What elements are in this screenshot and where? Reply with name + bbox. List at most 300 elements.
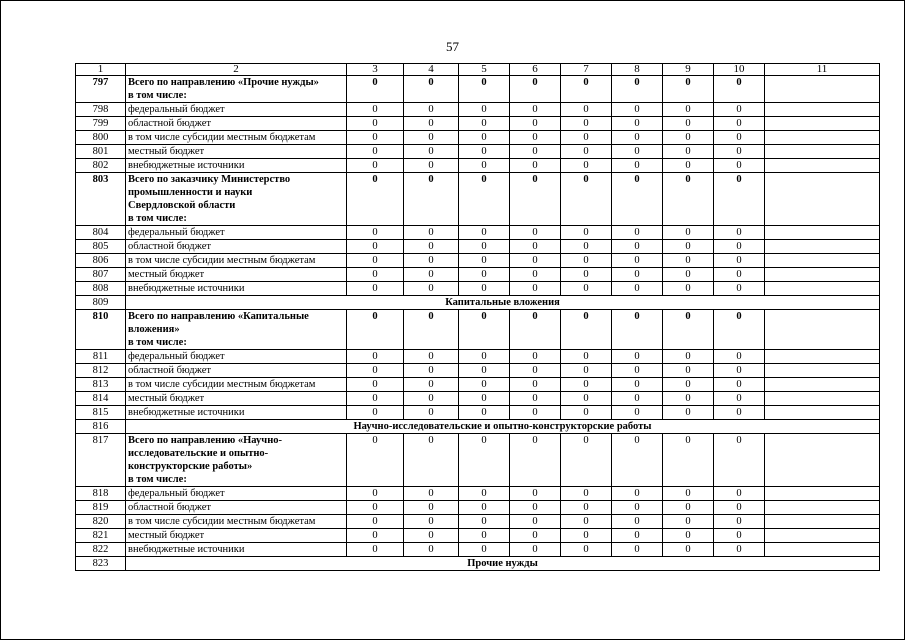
row-number: 823 (76, 557, 126, 571)
row-name: в том числе субсидии местным бюджетам (126, 131, 347, 145)
value-cell: 0 (612, 103, 663, 117)
row-name: областной бюджет (126, 117, 347, 131)
row-name: Всего по направлению «Научно- исследовательские и опытно- конструкторские работы» в том числе: (126, 434, 347, 487)
empty-cell (765, 515, 880, 529)
empty-cell (765, 254, 880, 268)
value-cell: 0 (459, 254, 510, 268)
value-cell: 0 (510, 131, 561, 145)
table-row (76, 103, 880, 117)
value-cell: 0 (612, 515, 663, 529)
row-number: 801 (76, 145, 126, 159)
value-cell: 0 (561, 310, 612, 350)
row-number: 797 (76, 76, 126, 103)
value-cell: 0 (714, 487, 765, 501)
value-cell: 0 (714, 529, 765, 543)
value-cell: 0 (561, 434, 612, 487)
empty-cell (765, 529, 880, 543)
table-row (76, 434, 880, 487)
row-number: 799 (76, 117, 126, 131)
row-number: 817 (76, 434, 126, 487)
value-cell: 0 (561, 392, 612, 406)
value-cell: 0 (714, 117, 765, 131)
value-cell: 0 (459, 103, 510, 117)
value-cell: 0 (663, 543, 714, 557)
value-cell: 0 (663, 240, 714, 254)
value-cell: 0 (510, 159, 561, 173)
value-cell: 0 (510, 254, 561, 268)
column-header: 7 (561, 64, 612, 76)
empty-cell (765, 76, 880, 103)
row-number: 810 (76, 310, 126, 350)
table-row (76, 145, 880, 159)
value-cell: 0 (347, 392, 404, 406)
empty-cell (765, 131, 880, 145)
value-cell: 0 (404, 310, 459, 350)
value-cell: 0 (459, 378, 510, 392)
column-header: 10 (714, 64, 765, 76)
empty-cell (765, 392, 880, 406)
column-header: 2 (126, 64, 347, 76)
section-row (76, 296, 880, 310)
value-cell: 0 (404, 226, 459, 240)
value-cell: 0 (404, 350, 459, 364)
value-cell: 0 (347, 240, 404, 254)
value-cell: 0 (612, 406, 663, 420)
value-cell: 0 (459, 145, 510, 159)
value-cell: 0 (459, 131, 510, 145)
row-name: федеральный бюджет (126, 103, 347, 117)
value-cell: 0 (612, 226, 663, 240)
column-header: 4 (404, 64, 459, 76)
empty-cell (765, 434, 880, 487)
row-name: федеральный бюджет (126, 487, 347, 501)
value-cell: 0 (404, 145, 459, 159)
value-cell: 0 (612, 487, 663, 501)
value-cell: 0 (404, 543, 459, 557)
value-cell: 0 (459, 529, 510, 543)
value-cell: 0 (404, 487, 459, 501)
value-cell: 0 (663, 117, 714, 131)
value-cell: 0 (404, 406, 459, 420)
value-cell: 0 (404, 282, 459, 296)
row-number: 822 (76, 543, 126, 557)
value-cell: 0 (510, 434, 561, 487)
value-cell: 0 (561, 487, 612, 501)
budget-table (75, 63, 880, 571)
value-cell: 0 (404, 117, 459, 131)
row-number: 806 (76, 254, 126, 268)
value-cell: 0 (459, 392, 510, 406)
value-cell: 0 (612, 392, 663, 406)
row-name: областной бюджет (126, 364, 347, 378)
column-header: 3 (347, 64, 404, 76)
value-cell: 0 (612, 268, 663, 282)
value-cell: 0 (561, 543, 612, 557)
value-cell: 0 (510, 240, 561, 254)
value-cell: 0 (663, 173, 714, 226)
value-cell: 0 (459, 76, 510, 103)
table-row (76, 515, 880, 529)
value-cell: 0 (663, 364, 714, 378)
row-number: 813 (76, 378, 126, 392)
value-cell: 0 (459, 515, 510, 529)
value-cell: 0 (612, 378, 663, 392)
value-cell: 0 (714, 543, 765, 557)
value-cell: 0 (714, 378, 765, 392)
table-row (76, 543, 880, 557)
table-row (76, 529, 880, 543)
row-name: в том числе субсидии местным бюджетам (126, 254, 347, 268)
column-header: 5 (459, 64, 510, 76)
value-cell: 0 (561, 159, 612, 173)
row-name: Всего по направлению «Прочие нужды» в том числе: (126, 76, 347, 103)
value-cell: 0 (612, 282, 663, 296)
table-row (76, 254, 880, 268)
value-cell: 0 (663, 515, 714, 529)
value-cell: 0 (714, 76, 765, 103)
value-cell: 0 (561, 226, 612, 240)
value-cell: 0 (663, 406, 714, 420)
table-row (76, 378, 880, 392)
value-cell: 0 (510, 515, 561, 529)
empty-cell (765, 501, 880, 515)
value-cell: 0 (714, 310, 765, 350)
value-cell: 0 (459, 434, 510, 487)
section-row (76, 420, 880, 434)
value-cell: 0 (404, 364, 459, 378)
value-cell: 0 (347, 515, 404, 529)
row-number: 807 (76, 268, 126, 282)
value-cell: 0 (510, 282, 561, 296)
value-cell: 0 (714, 282, 765, 296)
section-title: Прочие нужды (126, 557, 880, 571)
value-cell: 0 (663, 392, 714, 406)
row-number: 809 (76, 296, 126, 310)
value-cell: 0 (459, 159, 510, 173)
table-row (76, 76, 880, 103)
value-cell: 0 (714, 103, 765, 117)
value-cell: 0 (347, 226, 404, 240)
value-cell: 0 (404, 76, 459, 103)
row-number: 811 (76, 350, 126, 364)
value-cell: 0 (510, 145, 561, 159)
value-cell: 0 (561, 254, 612, 268)
row-number: 821 (76, 529, 126, 543)
column-header: 11 (765, 64, 880, 76)
value-cell: 0 (612, 76, 663, 103)
row-number: 819 (76, 501, 126, 515)
value-cell: 0 (347, 434, 404, 487)
table-row (76, 159, 880, 173)
value-cell: 0 (612, 240, 663, 254)
value-cell: 0 (663, 159, 714, 173)
page-number: 57 (446, 39, 459, 54)
row-number: 808 (76, 282, 126, 296)
value-cell: 0 (714, 501, 765, 515)
empty-cell (765, 173, 880, 226)
row-number: 820 (76, 515, 126, 529)
row-name: федеральный бюджет (126, 226, 347, 240)
row-name: внебюджетные источники (126, 282, 347, 296)
value-cell: 0 (714, 254, 765, 268)
row-name: внебюджетные источники (126, 406, 347, 420)
value-cell: 0 (510, 350, 561, 364)
value-cell: 0 (714, 515, 765, 529)
table-row (76, 226, 880, 240)
value-cell: 0 (510, 543, 561, 557)
value-cell: 0 (561, 173, 612, 226)
row-name: местный бюджет (126, 392, 347, 406)
value-cell: 0 (404, 529, 459, 543)
row-number: 814 (76, 392, 126, 406)
value-cell: 0 (714, 406, 765, 420)
value-cell: 0 (404, 392, 459, 406)
value-cell: 0 (612, 131, 663, 145)
value-cell: 0 (510, 173, 561, 226)
value-cell: 0 (459, 364, 510, 378)
section-row (76, 557, 880, 571)
value-cell: 0 (612, 543, 663, 557)
value-cell: 0 (714, 240, 765, 254)
row-name: в том числе субсидии местным бюджетам (126, 515, 347, 529)
value-cell: 0 (347, 529, 404, 543)
value-cell: 0 (612, 501, 663, 515)
section-title: Научно-исследовательские и опытно-конструкторские работы (126, 420, 880, 434)
value-cell: 0 (347, 76, 404, 103)
empty-cell (765, 103, 880, 117)
value-cell: 0 (404, 378, 459, 392)
empty-cell (765, 406, 880, 420)
value-cell: 0 (510, 226, 561, 240)
value-cell: 0 (347, 131, 404, 145)
row-name: внебюджетные источники (126, 543, 347, 557)
value-cell: 0 (404, 434, 459, 487)
row-name: Всего по направлению «Капитальные вложения» в том числе: (126, 310, 347, 350)
value-cell: 0 (347, 254, 404, 268)
value-cell: 0 (459, 226, 510, 240)
value-cell: 0 (612, 145, 663, 159)
value-cell: 0 (561, 378, 612, 392)
row-number: 803 (76, 173, 126, 226)
value-cell: 0 (612, 173, 663, 226)
row-number: 802 (76, 159, 126, 173)
empty-cell (765, 145, 880, 159)
value-cell: 0 (663, 103, 714, 117)
value-cell: 0 (561, 364, 612, 378)
value-cell: 0 (612, 310, 663, 350)
value-cell: 0 (459, 173, 510, 226)
row-name: местный бюджет (126, 268, 347, 282)
value-cell: 0 (404, 268, 459, 282)
value-cell: 0 (459, 543, 510, 557)
value-cell: 0 (663, 310, 714, 350)
value-cell: 0 (459, 501, 510, 515)
value-cell: 0 (510, 268, 561, 282)
value-cell: 0 (561, 240, 612, 254)
table-row (76, 268, 880, 282)
value-cell: 0 (612, 159, 663, 173)
table-row (76, 364, 880, 378)
table-row (76, 350, 880, 364)
value-cell: 0 (612, 117, 663, 131)
value-cell: 0 (347, 159, 404, 173)
empty-cell (765, 364, 880, 378)
column-header: 8 (612, 64, 663, 76)
value-cell: 0 (561, 282, 612, 296)
column-header: 9 (663, 64, 714, 76)
value-cell: 0 (561, 350, 612, 364)
value-cell: 0 (347, 145, 404, 159)
value-cell: 0 (404, 515, 459, 529)
row-name: федеральный бюджет (126, 350, 347, 364)
value-cell: 0 (510, 406, 561, 420)
empty-cell (765, 543, 880, 557)
value-cell: 0 (663, 76, 714, 103)
value-cell: 0 (510, 364, 561, 378)
value-cell: 0 (561, 529, 612, 543)
value-cell: 0 (459, 117, 510, 131)
column-header: 6 (510, 64, 561, 76)
empty-cell (765, 268, 880, 282)
value-cell: 0 (459, 240, 510, 254)
value-cell: 0 (663, 282, 714, 296)
column-header: 1 (76, 64, 126, 76)
value-cell: 0 (612, 350, 663, 364)
section-title: Капитальные вложения (126, 296, 880, 310)
row-number: 812 (76, 364, 126, 378)
table-header-row (76, 64, 880, 76)
value-cell: 0 (561, 268, 612, 282)
value-cell: 0 (404, 240, 459, 254)
value-cell: 0 (612, 434, 663, 487)
value-cell: 0 (714, 392, 765, 406)
value-cell: 0 (714, 364, 765, 378)
row-number: 798 (76, 103, 126, 117)
row-name: областной бюджет (126, 240, 347, 254)
value-cell: 0 (714, 434, 765, 487)
value-cell: 0 (459, 350, 510, 364)
row-number: 816 (76, 420, 126, 434)
value-cell: 0 (663, 350, 714, 364)
value-cell: 0 (404, 131, 459, 145)
row-number: 805 (76, 240, 126, 254)
value-cell: 0 (714, 350, 765, 364)
table-row (76, 487, 880, 501)
row-name: областной бюджет (126, 501, 347, 515)
value-cell: 0 (561, 406, 612, 420)
value-cell: 0 (561, 145, 612, 159)
value-cell: 0 (663, 501, 714, 515)
value-cell: 0 (714, 226, 765, 240)
table-row (76, 173, 880, 226)
value-cell: 0 (561, 131, 612, 145)
row-name: местный бюджет (126, 529, 347, 543)
value-cell: 0 (404, 103, 459, 117)
empty-cell (765, 117, 880, 131)
value-cell: 0 (510, 529, 561, 543)
value-cell: 0 (714, 159, 765, 173)
value-cell: 0 (347, 103, 404, 117)
empty-cell (765, 226, 880, 240)
value-cell: 0 (347, 310, 404, 350)
value-cell: 0 (510, 487, 561, 501)
row-number: 815 (76, 406, 126, 420)
empty-cell (765, 378, 880, 392)
value-cell: 0 (459, 268, 510, 282)
value-cell: 0 (663, 434, 714, 487)
table-row (76, 131, 880, 145)
value-cell: 0 (347, 487, 404, 501)
value-cell: 0 (347, 364, 404, 378)
row-name: Всего по заказчику Министерство промышленности и науки Свердловской области в том числе: (126, 173, 347, 226)
empty-cell (765, 282, 880, 296)
value-cell: 0 (459, 406, 510, 420)
value-cell: 0 (561, 103, 612, 117)
value-cell: 0 (714, 268, 765, 282)
value-cell: 0 (459, 282, 510, 296)
value-cell: 0 (561, 117, 612, 131)
value-cell: 0 (561, 76, 612, 103)
empty-cell (765, 350, 880, 364)
value-cell: 0 (347, 282, 404, 296)
table-row (76, 117, 880, 131)
table-row (76, 406, 880, 420)
value-cell: 0 (663, 378, 714, 392)
value-cell: 0 (561, 501, 612, 515)
table-row (76, 310, 880, 350)
value-cell: 0 (347, 378, 404, 392)
value-cell: 0 (510, 76, 561, 103)
value-cell: 0 (347, 173, 404, 226)
value-cell: 0 (459, 310, 510, 350)
value-cell: 0 (663, 487, 714, 501)
table-row (76, 501, 880, 515)
row-name: внебюджетные источники (126, 159, 347, 173)
row-name: местный бюджет (126, 145, 347, 159)
value-cell: 0 (347, 501, 404, 515)
table-row (76, 282, 880, 296)
value-cell: 0 (347, 117, 404, 131)
value-cell: 0 (347, 268, 404, 282)
value-cell: 0 (612, 254, 663, 268)
value-cell: 0 (612, 364, 663, 378)
value-cell: 0 (404, 159, 459, 173)
value-cell: 0 (510, 103, 561, 117)
table-row (76, 392, 880, 406)
value-cell: 0 (404, 173, 459, 226)
value-cell: 0 (663, 254, 714, 268)
value-cell: 0 (510, 392, 561, 406)
value-cell: 0 (459, 487, 510, 501)
value-cell: 0 (510, 378, 561, 392)
value-cell: 0 (347, 406, 404, 420)
row-name: в том числе субсидии местным бюджетам (126, 378, 347, 392)
empty-cell (765, 240, 880, 254)
value-cell: 0 (663, 529, 714, 543)
value-cell: 0 (404, 254, 459, 268)
value-cell: 0 (347, 350, 404, 364)
value-cell: 0 (510, 501, 561, 515)
value-cell: 0 (510, 117, 561, 131)
value-cell: 0 (714, 145, 765, 159)
row-number: 818 (76, 487, 126, 501)
value-cell: 0 (663, 145, 714, 159)
value-cell: 0 (510, 310, 561, 350)
value-cell: 0 (714, 173, 765, 226)
empty-cell (765, 159, 880, 173)
empty-cell (765, 487, 880, 501)
value-cell: 0 (714, 131, 765, 145)
